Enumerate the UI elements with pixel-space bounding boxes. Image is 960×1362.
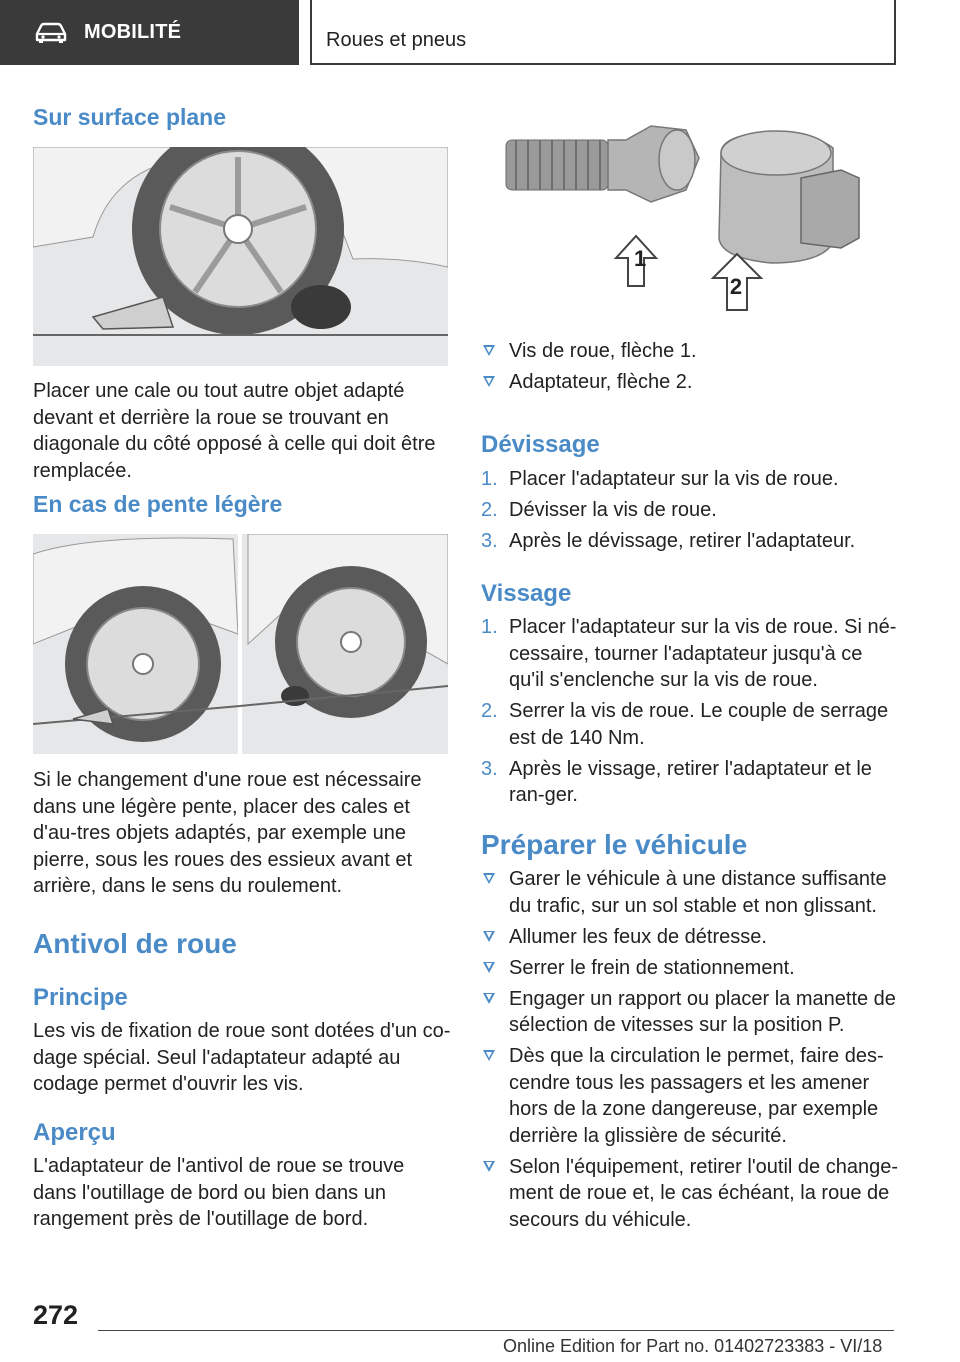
figure-wheels-slope (33, 534, 448, 754)
header-section-tab (0, 0, 299, 65)
figure-label-1: 1 (634, 246, 647, 271)
footer-edition: Online Edition for Part no. 01402723383 - VI/18 (503, 1336, 883, 1356)
triangle-bullet-icon (483, 931, 495, 942)
list-item: Dès que la circulation le permet, faire des-cendre tous les passagers et les amener hors de la zone dangereuse, par exemple derrière la glissière de sécurité. (481, 1043, 901, 1149)
figure-legend-list (481, 338, 901, 400)
step-item: 2. Dévisser la vis de roue. (481, 499, 717, 521)
step-item: 1. Placer l'adaptateur sur la vis de roue. (481, 468, 839, 490)
step-item: 3. Après le vissage, retirer l'adaptateur et le ran-ger. (481, 757, 872, 806)
devissage-steps (481, 466, 901, 559)
triangle-bullet-icon (483, 993, 495, 1004)
paragraph-surface-plane: Placer une cale ou tout autre objet adapté devant et derrière la roue se trouvant en diagonale du côté opposé à celle qui doit être remplacée. (33, 380, 436, 482)
figure-label-2: 2 (729, 274, 743, 299)
vissage-steps (481, 614, 901, 813)
heading-preparer-vehicule: Préparer le véhicule (481, 829, 748, 860)
list-item: Vis de roue, flèche 1. (481, 338, 901, 365)
step-item: 1. Placer l'adaptateur sur la vis de roue. Si né-cessaire, tourner l'adaptateur jusqu'à ce qu'il s'enclenche sur la vis de roue. (481, 616, 897, 691)
car-icon (34, 22, 68, 44)
list-item: Selon l'équipement, retirer l'outil de change-ment de roue et, le cas échéant, la roue de secours du véhicule. (481, 1154, 901, 1234)
heading-surface-plane: Sur surface plane (33, 104, 227, 130)
preparer-list (481, 866, 901, 1238)
heading-apercu: Aperçu (33, 1119, 116, 1146)
triangle-bullet-icon (483, 873, 495, 884)
paragraph-pente-legere: Si le changement d'une roue est nécessaire dans une légère pente, placer des cales et d'au-tres objets adaptés, par exemple une pierre, sous les roues des essieux avant et arrière, dans le sens du roulement. (33, 769, 422, 897)
list-item: Serrer le frein de stationnement. (481, 955, 901, 982)
triangle-bullet-icon (483, 962, 495, 973)
list-item: Garer le véhicule à une distance suffisante du trafic, sur un sol stable et non glissant. (481, 866, 901, 919)
triangle-bullet-icon (483, 376, 495, 387)
paragraph-principe: Les vis de fixation de roue sont dotées d'un co-dage spécial. Seul l'adaptateur adapté au codage permet d'ouvrir les vis. (33, 1020, 451, 1095)
heading-principe: Principe (33, 984, 128, 1011)
heading-devissage: Dévissage (481, 431, 600, 458)
triangle-bullet-icon (483, 1050, 495, 1061)
figure-wheel-flat-surface (33, 147, 448, 366)
header-chapter-title: Roues et pneus (326, 29, 467, 51)
list-item: Adaptateur, flèche 2. (481, 369, 901, 396)
header-section-title: MOBILITÉ (84, 21, 182, 43)
header-chapter-box (310, 0, 896, 65)
page-number: 272 (33, 1300, 79, 1330)
list-item: Engager un rapport ou placer la manette de sélection de vitesses sur la position P. (481, 986, 901, 1039)
heading-vissage: Vissage (481, 580, 572, 607)
list-item: Allumer les feux de détresse. (481, 924, 901, 951)
triangle-bullet-icon (483, 1161, 495, 1172)
paragraph-apercu: L'adaptateur de l'antivol de roue se trouve dans l'outillage de bord ou bien dans un rangement près de l'outillage de bord. (33, 1155, 405, 1230)
step-item: 3. Après le dévissage, retirer l'adaptateur. (481, 530, 856, 552)
heading-pente-legere: En cas de pente légère (33, 491, 283, 517)
heading-antivol: Antivol de roue (33, 928, 237, 959)
triangle-bullet-icon (483, 345, 495, 356)
footer-divider (98, 1330, 894, 1331)
step-item: 2. Serrer la vis de roue. Le couple de serrage est de 140 Nm. (481, 700, 889, 749)
figure-wheel-lock (481, 118, 896, 328)
